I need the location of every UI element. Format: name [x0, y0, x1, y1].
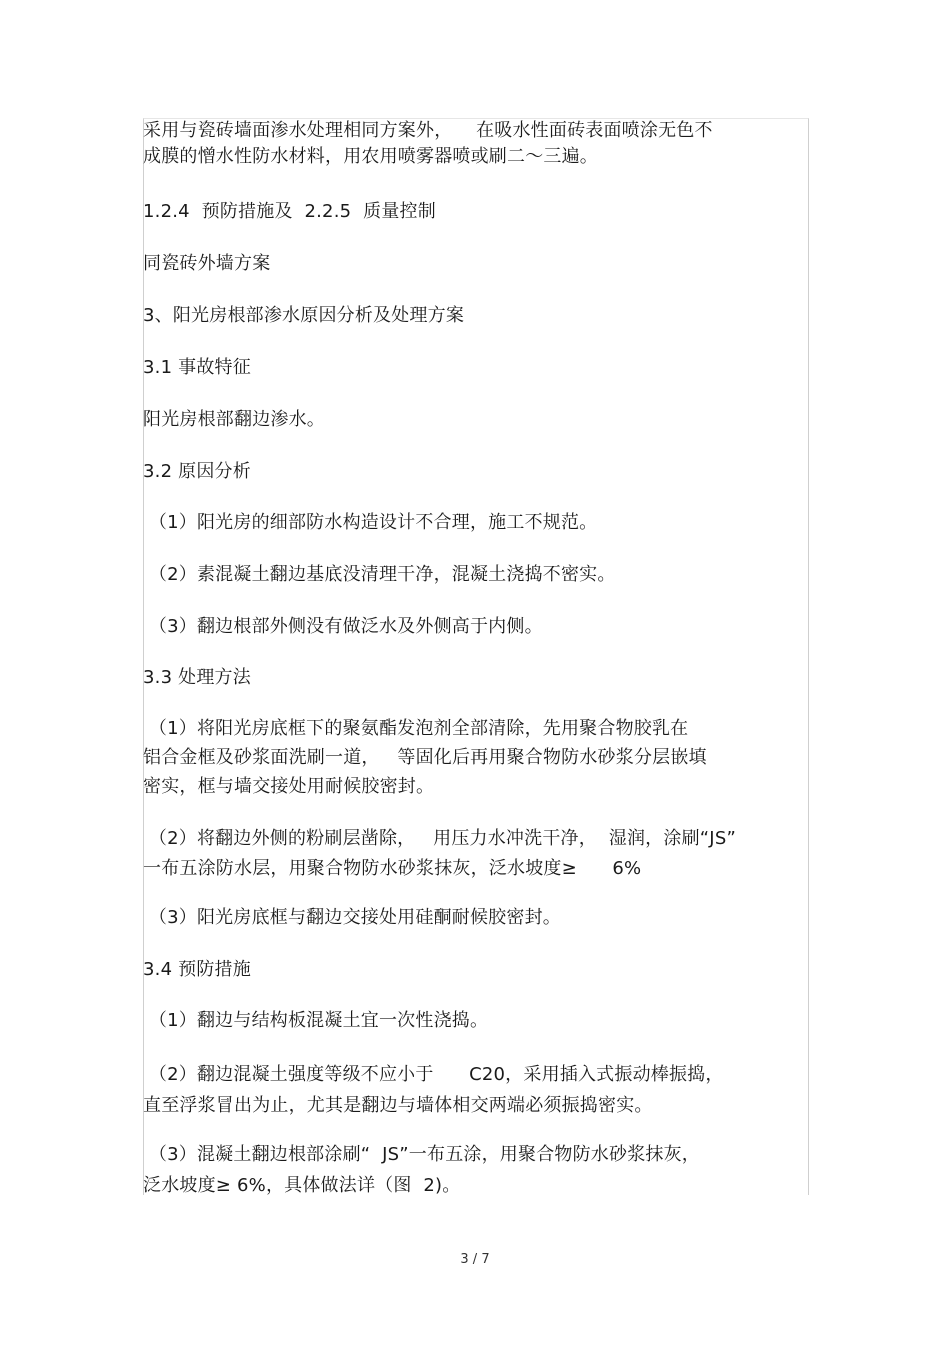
text-line: 直至浮浆冒出为止，尤其是翻边与墙体相交两端必须振捣密实。 [143, 1095, 653, 1116]
text-line: （1）阳光房的细部防水构造设计不合理，施工不规范。 [143, 512, 598, 533]
text-line: （3）翻边根部外侧没有做泛水及外侧高于内侧。 [143, 616, 543, 637]
subsection-heading [143, 459, 811, 485]
text-line: （1）将阳光房底框下的聚氨酯发泡剂全部清除，先用聚合物胶乳在 [143, 718, 689, 739]
text-line: 3.2 原因分析 [143, 461, 251, 482]
text-line: （2）翻边混凝土强度等级不应小于 C20，采用插入式振动棒振捣， [143, 1064, 724, 1085]
text-line: 一布五涂防水层，用聚合物防水砂浆抹灰，泛水坡度≥ 6% [143, 858, 642, 879]
section-heading [143, 303, 811, 329]
list-item [143, 510, 811, 536]
list-item [143, 1059, 811, 1121]
text-line: （3）阳光房底框与翻边交接处用硅酮耐候胶密封。 [143, 907, 561, 928]
text-line: 泛水坡度≥ 6%，具体做法详（图 2)。 [143, 1175, 461, 1196]
list-item [143, 1008, 811, 1034]
text-line: 1.2.4 预防措施及 2.2.5 质量控制 [143, 201, 436, 222]
text-line: （2）将翻边外侧的粉刷层凿除， 用压力水冲洗干净， 湿润，涂刷“JS” [143, 828, 736, 849]
text-line: （1）翻边与结构板混凝土宜一次性浇捣。 [143, 1010, 489, 1031]
list-item [143, 714, 811, 801]
text-line: 成膜的憎水性防水材料，用农用喷雾器喷或刷二～三遍。 [143, 146, 598, 167]
text-line: 铝合金框及砂浆面洗刷一道， 等固化后再用聚合物防水砂浆分层嵌填 [143, 747, 707, 768]
text-line: 密实，框与墙交接处用耐候胶密封。 [143, 776, 435, 797]
text-line: 3.1 事故特征 [143, 357, 251, 378]
paragraph [143, 407, 811, 433]
paragraph [143, 118, 811, 170]
subsection-heading [143, 957, 811, 983]
page-indicator: 3 / 7 [460, 1252, 490, 1267]
text-line: （3）混凝土翻边根部涂刷“ JS”一布五涂，用聚合物防水砂浆抹灰， [143, 1144, 700, 1165]
list-item [143, 905, 811, 931]
text-line: 3.4 预防措施 [143, 959, 251, 980]
text-line: （2）素混凝土翻边基底没清理干净，混凝土浇捣不密实。 [143, 564, 616, 585]
text-line: 采用与瓷砖墙面渗水处理相同方案外， 在吸水性面砖表面喷涂无色不 [143, 120, 713, 141]
list-item [143, 1139, 811, 1201]
text-line: 同瓷砖外墙方案 [143, 253, 271, 274]
subsection-heading [143, 665, 811, 691]
text-line: 3.3 处理方法 [143, 667, 251, 688]
subsection-heading [143, 355, 811, 381]
text-line: 3、阳光房根部渗水原因分析及处理方案 [143, 305, 465, 326]
paragraph [143, 251, 811, 277]
heading [143, 199, 811, 225]
list-item [143, 824, 811, 884]
list-item [143, 614, 811, 640]
list-item [143, 562, 811, 588]
text-line: 阳光房根部翻边渗水。 [143, 409, 325, 430]
